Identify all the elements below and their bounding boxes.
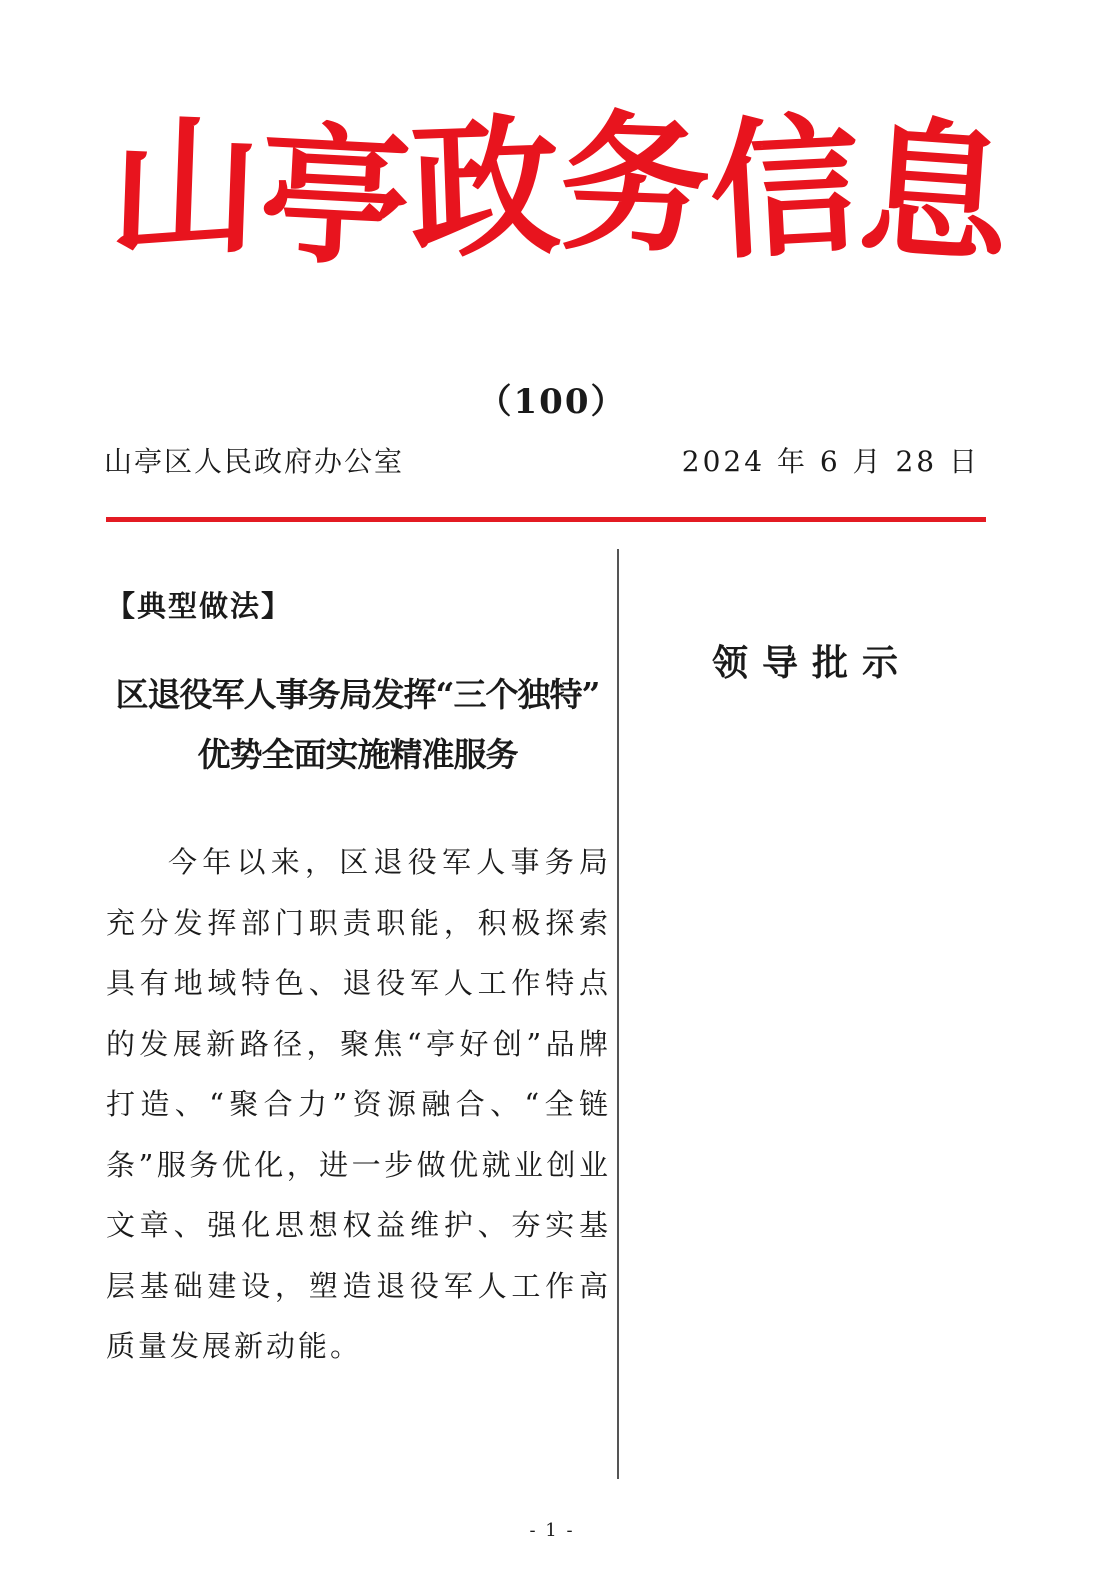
masthead-char: 亭 xyxy=(255,107,415,289)
masthead-char: 息 xyxy=(853,101,1016,287)
article-title-line: 区退役军人事务局发挥“三个独特” xyxy=(115,675,600,714)
article-title-line: 优势全面实施精准服务 xyxy=(197,735,518,774)
masthead-char: 信 xyxy=(705,99,865,281)
column-divider xyxy=(617,549,619,1479)
leader-comment-heading: 领导批示 xyxy=(712,642,913,684)
masthead-char: 山 xyxy=(107,97,263,283)
section-tag: 【典型做法】 xyxy=(106,589,293,623)
issue-number: （100） xyxy=(477,382,627,422)
masthead-char: 务 xyxy=(557,96,714,276)
masthead-char: 政 xyxy=(407,100,564,280)
red-divider xyxy=(106,517,986,522)
issuer: 山亭区人民政府办公室 xyxy=(104,445,405,478)
article-body: 今年以来，区退役军人事务局充分发挥部门职责职能，积极探索具有地域特色、退役军人工作特点的发展新路径，聚焦“亭好创”品牌打造、“聚合力”资源融合、“全链条”服务优化，进一步做优就业创业文章、强化思想权益维护、夯实基层基础建设，塑造退役军人工作高质量发展新动能。 xyxy=(106,845,611,1363)
article-title xyxy=(100,665,615,785)
page-number: - 1 - xyxy=(529,1520,575,1541)
issue-date: 2024 年 6 月 28 日 xyxy=(681,445,980,478)
masthead-title xyxy=(107,95,1016,289)
